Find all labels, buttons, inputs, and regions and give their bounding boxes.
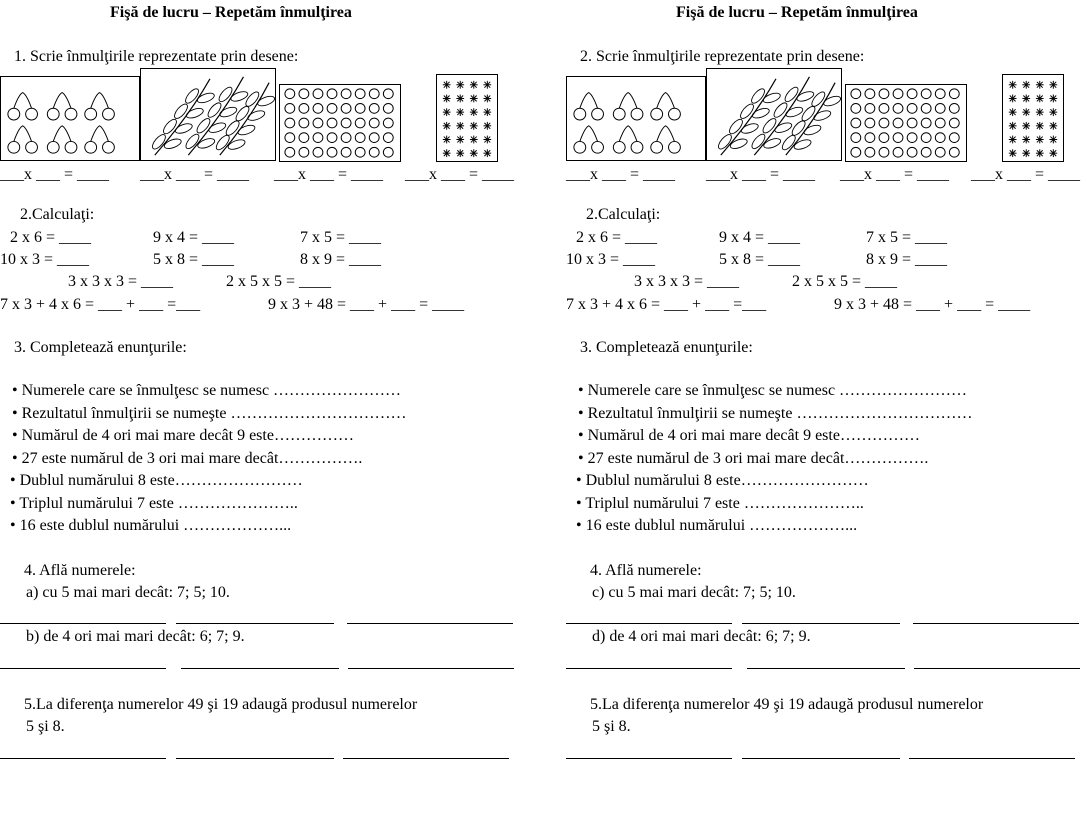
star-icon: [470, 122, 478, 130]
answer-blank[interactable]: ___x ___ = ____: [274, 166, 384, 183]
circle-icon: [865, 147, 875, 157]
calc-item[interactable]: 9 x 4 = ____: [153, 229, 235, 246]
circle-icon: [313, 118, 323, 128]
leaf-icon: [224, 119, 241, 138]
circle-icon: [313, 133, 323, 143]
circle-icon: [355, 89, 365, 99]
circle-icon: [341, 118, 351, 128]
statement[interactable]: • Numărul de 4 ori mai mare decât 9 este……………: [12, 427, 354, 444]
leaf-icon: [172, 102, 189, 121]
calc-item[interactable]: 9 x 3 + 48 = ___ + ___ = ____: [834, 296, 1031, 313]
leaf-icon: [750, 132, 767, 151]
circle-icon: [879, 147, 889, 157]
leaf-icon: [729, 137, 748, 150]
answer-line[interactable]: [909, 758, 1075, 759]
star-icon: [1009, 149, 1017, 157]
leaf-icon: [727, 117, 744, 136]
leaf-icon: [227, 138, 246, 151]
circle-icon: [935, 147, 945, 157]
circle-icon: [285, 118, 295, 128]
circle-icon: [341, 104, 351, 114]
star-icon: [470, 95, 478, 103]
circle-icon: [935, 104, 945, 114]
circle-icon: [327, 133, 337, 143]
worksheet-title: Fişă de lucru – Repetăm înmulţirea: [676, 4, 918, 21]
leaf-icon: [234, 104, 251, 123]
circle-icon: [383, 147, 393, 157]
circle-icon: [865, 104, 875, 114]
star-icon: [1049, 95, 1057, 103]
answer-blank[interactable]: ___x ___ = ____: [706, 166, 816, 183]
answer-line[interactable]: [347, 623, 513, 624]
leaf-icon: [813, 109, 832, 122]
star-icon: [1049, 149, 1057, 157]
circle-icon: [935, 89, 945, 99]
star-icon: [1009, 95, 1017, 103]
cherry-icon: [26, 141, 38, 153]
statement[interactable]: • Rezultatul înmulţirii se numeşte ……………………………: [12, 405, 407, 422]
circle-icon: [355, 147, 365, 157]
circle-icon: [383, 133, 393, 143]
circle-icon: [369, 147, 379, 157]
leaves-picture: [706, 68, 842, 161]
circle-icon: [299, 147, 309, 157]
star-icon: [470, 108, 478, 116]
cherry-icon: [574, 108, 586, 120]
calc-item[interactable]: 9 x 4 = ____: [719, 229, 801, 246]
cherry-icon: [631, 141, 643, 153]
circle-icon: [327, 104, 337, 114]
circle-icon: [299, 118, 309, 128]
star-icon: [483, 108, 491, 116]
cherry-icon: [85, 108, 97, 120]
circle-icon: [907, 133, 917, 143]
circle-icon: [865, 118, 875, 128]
star-icon: [1049, 136, 1057, 144]
circle-icon: [879, 89, 889, 99]
answer-line[interactable]: [0, 668, 166, 669]
exercise-4-d: d) de 4 ori mai mari decât: 6; 7; 9.: [592, 628, 811, 645]
leaf-icon: [214, 133, 231, 152]
exercise-4-b: b) de 4 ori mai mari decât: 6; 7; 9.: [26, 628, 245, 645]
leaf-icon: [749, 87, 766, 106]
cherry-icon: [85, 141, 97, 153]
circle-icon: [893, 104, 903, 114]
star-icon: [1022, 122, 1030, 130]
cherry-icon: [592, 141, 604, 153]
answer-blank[interactable]: ___x ___ = ____: [140, 166, 250, 183]
answer-line[interactable]: [0, 623, 166, 624]
calc-item[interactable]: 2 x 6 = ____: [576, 229, 658, 246]
answer-line[interactable]: [566, 758, 732, 759]
answer-line[interactable]: [566, 623, 732, 624]
stars-picture: [436, 74, 498, 162]
cherry-icon: [669, 108, 681, 120]
statement[interactable]: • 16 este dublul numărului ………………...: [10, 517, 292, 534]
cherry-icon: [8, 141, 20, 153]
star-icon: [443, 81, 451, 89]
calc-item[interactable]: 8 x 9 = ____: [866, 251, 948, 268]
exercise-5-text: 5 şi 8.: [26, 718, 65, 735]
circle-icon: [893, 133, 903, 143]
circle-icon: [369, 89, 379, 99]
star-icon: [483, 149, 491, 157]
leaf-icon: [206, 101, 223, 120]
star-icon: [1036, 136, 1044, 144]
circle-icon: [299, 104, 309, 114]
cherry-icon: [8, 108, 20, 120]
stars-picture: [1002, 74, 1064, 162]
worksheet-left: [0, 0, 540, 816]
circle-icon: [921, 104, 931, 114]
leaf-icon: [174, 122, 193, 135]
leaf-icon: [197, 137, 216, 150]
star-icon: [1009, 108, 1017, 116]
circle-icon: [355, 133, 365, 143]
cherry-icon: [65, 108, 77, 120]
statement[interactable]: • Dublul numărului 8 este……………………: [10, 472, 303, 489]
circle-icon: [851, 104, 861, 114]
statement[interactable]: • 27 este numărul de 3 ori mai mare decât…………….: [12, 450, 363, 467]
statement[interactable]: • Numerele care se înmulţesc se numesc ……………………: [12, 382, 402, 399]
statement[interactable]: • 16 este dublul numărului ………………...: [576, 517, 858, 534]
circle-icon: [327, 118, 337, 128]
cherries-picture: [566, 76, 706, 161]
cherry-icon: [669, 141, 681, 153]
cherry-icon: [631, 108, 643, 120]
cherry-icon: [65, 141, 77, 153]
circle-icon: [383, 89, 393, 99]
circle-icon: [327, 147, 337, 157]
answer-line[interactable]: [0, 758, 166, 759]
cherry-icon: [103, 141, 115, 153]
answer-blank[interactable]: ___x ___ = ____: [840, 166, 950, 183]
calc-item[interactable]: 7 x 3 + 4 x 6 = ___ + ___ =___: [566, 296, 767, 313]
star-icon: [483, 95, 491, 103]
leaf-icon: [780, 133, 797, 152]
leaf-icon: [790, 119, 807, 138]
circle-icon: [851, 147, 861, 157]
leaf-icon: [783, 85, 800, 104]
exercise-2-heading: 2.Calculaţi:: [586, 206, 661, 223]
answer-line[interactable]: [913, 623, 1079, 624]
star-icon: [1009, 122, 1017, 130]
circle-icon: [921, 133, 931, 143]
exercise-4-a: a) cu 5 mai mari decât: 7; 5; 10.: [26, 584, 230, 601]
calc-item[interactable]: 2 x 6 = ____: [10, 229, 92, 246]
leaf-icon: [774, 121, 793, 134]
answer-blank[interactable]: ___x ___ = ____: [566, 166, 676, 183]
leaf-icon: [244, 90, 261, 109]
circle-icon: [935, 118, 945, 128]
star-icon: [483, 81, 491, 89]
leaf-icon: [196, 91, 215, 104]
statement[interactable]: • Dublul numărului 8 este……………………: [576, 472, 869, 489]
answer-blank[interactable]: ___x ___ = ____: [405, 166, 515, 183]
answer-line[interactable]: [566, 668, 732, 669]
star-icon: [1049, 122, 1057, 130]
star-icon: [470, 136, 478, 144]
circle-icon: [313, 89, 323, 99]
leaves-picture: [140, 68, 276, 161]
star-icon: [456, 136, 464, 144]
circle-icon: [299, 89, 309, 99]
star-icon: [443, 95, 451, 103]
exercise-5-text: 5 şi 8.: [592, 718, 631, 735]
answer-line[interactable]: [914, 668, 1080, 669]
calc-item[interactable]: 7 x 5 = ____: [866, 229, 948, 246]
cherry-icon: [47, 141, 59, 153]
star-icon: [1022, 95, 1030, 103]
leaf-icon: [217, 85, 234, 104]
leaf-icon: [800, 104, 817, 123]
star-icon: [443, 136, 451, 144]
cherry-icon: [613, 141, 625, 153]
leaf-icon: [150, 133, 167, 152]
circle-icon: [383, 118, 393, 128]
statement[interactable]: • Triplul numărului 7 este …………………..: [576, 495, 864, 512]
leaf-icon: [237, 123, 256, 136]
circle-icon: [355, 118, 365, 128]
statement[interactable]: • Triplul numărului 7 este …………………..: [10, 495, 298, 512]
cherry-icon: [47, 108, 59, 120]
leaf-icon: [762, 91, 781, 104]
star-icon: [1022, 81, 1030, 89]
exercise-4-heading: 4. Află numerele:: [590, 562, 702, 579]
exercise-4-c: c) cu 5 mai mari decât: 7; 5; 10.: [592, 584, 796, 601]
answer-line[interactable]: [176, 623, 334, 624]
leaf-icon: [810, 90, 827, 109]
star-icon: [1036, 95, 1044, 103]
calc-item[interactable]: 7 x 3 + 4 x 6 = ___ + ___ =___: [0, 296, 201, 313]
worksheet-right: [566, 0, 1090, 816]
star-icon: [1022, 136, 1030, 144]
calc-item[interactable]: 7 x 5 = ____: [300, 229, 382, 246]
leaf-icon: [256, 94, 275, 107]
leaf-icon: [803, 123, 822, 136]
circle-icon: [921, 147, 931, 157]
cherry-icon: [651, 108, 663, 120]
star-icon: [1036, 149, 1044, 157]
star-icon: [1049, 81, 1057, 89]
calc-item[interactable]: 8 x 9 = ____: [300, 251, 382, 268]
star-icon: [1036, 81, 1044, 89]
circle-icon: [907, 89, 917, 99]
cherry-icon: [574, 141, 586, 153]
star-icon: [483, 122, 491, 130]
exercise-5-text: 5.La diferenţa numerelor 49 şi 19 adaugă produsul numerelor: [24, 696, 418, 713]
leaf-icon: [822, 94, 841, 107]
cherry-icon: [26, 108, 38, 120]
answer-blank[interactable]: ___x ___ = ____: [971, 166, 1081, 183]
circle-icon: [285, 104, 295, 114]
circle-icon: [907, 118, 917, 128]
exercise-1-heading: 1. Scrie înmulţirile reprezentate prin desene:: [14, 48, 299, 65]
answer-line[interactable]: [747, 668, 905, 669]
circle-icon: [341, 147, 351, 157]
circle-icon: [893, 118, 903, 128]
circle-icon: [949, 147, 959, 157]
leaf-icon: [219, 105, 238, 118]
leaf-icon: [772, 101, 789, 120]
star-icon: [456, 122, 464, 130]
answer-line[interactable]: [181, 668, 339, 669]
answer-line[interactable]: [176, 758, 334, 759]
cherries-picture: [0, 76, 140, 161]
star-icon: [443, 122, 451, 130]
leaf-icon: [740, 122, 759, 135]
circle-icon: [285, 133, 295, 143]
exercise-3-heading: 3. Completează enunţurile:: [580, 339, 753, 356]
leaf-icon: [163, 137, 182, 150]
calc-item[interactable]: 5 x 8 = ____: [719, 251, 801, 268]
leaf-icon: [195, 116, 212, 135]
star-icon: [456, 95, 464, 103]
circle-icon: [935, 133, 945, 143]
leaf-icon: [185, 107, 204, 120]
cherry-icon: [613, 108, 625, 120]
circle-icon: [893, 147, 903, 157]
statement[interactable]: • 27 este numărul de 3 ori mai mare decât…………….: [578, 450, 929, 467]
cherry-icon: [103, 108, 115, 120]
leaf-icon: [247, 109, 266, 122]
circle-icon: [369, 118, 379, 128]
circle-icon: [949, 118, 959, 128]
answer-line[interactable]: [343, 758, 509, 759]
calc-item[interactable]: 10 x 3 = ____: [566, 251, 656, 268]
star-icon: [1009, 81, 1017, 89]
circle-icon: [355, 104, 365, 114]
star-icon: [1036, 108, 1044, 116]
circle-icon: [921, 118, 931, 128]
circle-icon: [865, 133, 875, 143]
circle-icon: [907, 147, 917, 157]
answer-line[interactable]: [742, 758, 900, 759]
star-icon: [1022, 149, 1030, 157]
circle-icon: [879, 104, 889, 114]
exercise-5-text: 5.La diferenţa numerelor 49 şi 19 adaugă produsul numerelor: [590, 696, 984, 713]
answer-blank[interactable]: ___x ___ = ____: [0, 166, 110, 183]
leaf-icon: [785, 105, 804, 118]
circle-icon: [341, 89, 351, 99]
leaf-icon: [793, 138, 812, 151]
star-icon: [1022, 108, 1030, 116]
circle-icon: [851, 89, 861, 99]
circle-icon: [879, 118, 889, 128]
answer-line[interactable]: [742, 623, 900, 624]
star-icon: [470, 149, 478, 157]
calc-item[interactable]: 3 x 3 x 3 = ____: [634, 273, 740, 290]
circle-icon: [383, 104, 393, 114]
statement[interactable]: • Numerele care se înmulţesc se numesc ……………………: [578, 382, 968, 399]
star-icon: [443, 108, 451, 116]
calc-item[interactable]: 5 x 8 = ____: [153, 251, 235, 268]
circle-icon: [893, 89, 903, 99]
circle-icon: [313, 104, 323, 114]
star-icon: [456, 81, 464, 89]
circle-icon: [369, 133, 379, 143]
star-icon: [1009, 136, 1017, 144]
star-icon: [456, 149, 464, 157]
circle-icon: [949, 89, 959, 99]
star-icon: [456, 108, 464, 116]
worksheet-title: Fişă de lucru – Repetăm înmulţirea: [110, 4, 352, 21]
calc-item[interactable]: 10 x 3 = ____: [0, 251, 90, 268]
circle-icon: [299, 133, 309, 143]
answer-line[interactable]: [348, 668, 514, 669]
star-icon: [483, 136, 491, 144]
circle-icon: [949, 104, 959, 114]
circle-icon: [851, 133, 861, 143]
circle-icon: [285, 147, 295, 157]
circles-picture: [279, 84, 401, 162]
star-icon: [1049, 108, 1057, 116]
circle-icon: [907, 104, 917, 114]
leaf-icon: [161, 117, 178, 136]
exercise-3-heading: 3. Completează enunţurile:: [14, 339, 187, 356]
circle-icon: [313, 147, 323, 157]
leaf-icon: [761, 116, 778, 135]
star-icon: [470, 81, 478, 89]
leaf-icon: [208, 121, 227, 134]
circle-icon: [327, 89, 337, 99]
circle-icon: [341, 133, 351, 143]
leaf-icon: [738, 102, 755, 121]
circle-icon: [851, 118, 861, 128]
calc-item[interactable]: 2 x 5 x 5 = ____: [792, 273, 898, 290]
circle-icon: [879, 133, 889, 143]
leaf-icon: [716, 133, 733, 152]
leaf-icon: [184, 132, 201, 151]
statement[interactable]: • Rezultatul înmulţirii se numeşte ……………………………: [578, 405, 973, 422]
circle-icon: [921, 89, 931, 99]
calc-item[interactable]: 2 x 5 x 5 = ____: [226, 273, 332, 290]
calc-item[interactable]: 3 x 3 x 3 = ____: [68, 273, 174, 290]
circle-icon: [285, 89, 295, 99]
cherry-icon: [592, 108, 604, 120]
circles-picture: [845, 84, 967, 162]
exercise-1-heading: 2. Scrie înmulţirile reprezentate prin desene:: [580, 48, 865, 65]
cherry-icon: [651, 141, 663, 153]
circle-icon: [369, 104, 379, 114]
leaf-icon: [183, 87, 200, 106]
star-icon: [443, 149, 451, 157]
leaf-icon: [763, 137, 782, 150]
calc-item[interactable]: 9 x 3 + 48 = ___ + ___ = ____: [268, 296, 465, 313]
statement[interactable]: • Numărul de 4 ori mai mare decât 9 este……………: [578, 427, 920, 444]
circle-icon: [865, 89, 875, 99]
exercise-4-heading: 4. Află numerele:: [24, 562, 136, 579]
exercise-2-heading: 2.Calculaţi:: [20, 206, 95, 223]
star-icon: [1036, 122, 1044, 130]
circle-icon: [949, 133, 959, 143]
leaf-icon: [751, 107, 770, 120]
